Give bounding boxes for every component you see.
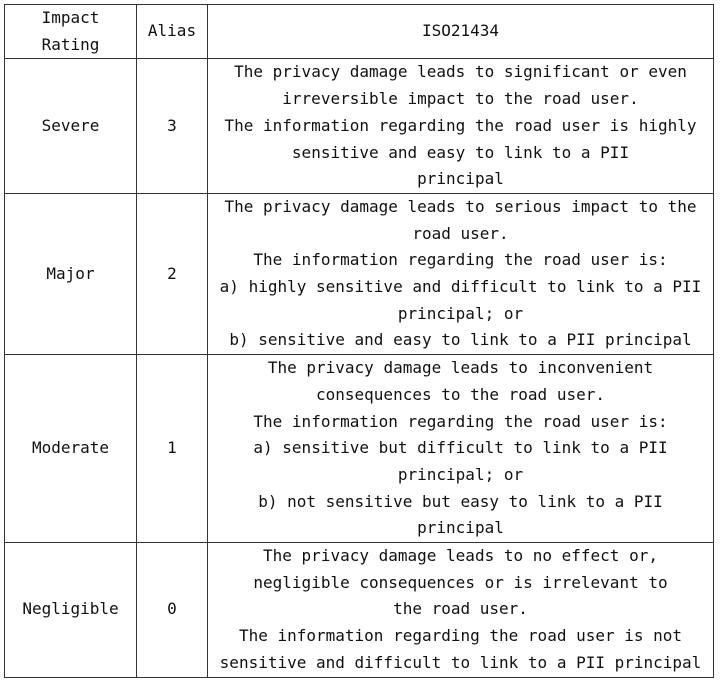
description-line: principal [417, 518, 504, 538]
header-iso21434 [208, 5, 714, 59]
description-line: principal; or [397, 464, 524, 484]
header-impact-rating [5, 5, 137, 59]
description-line: sensitive and difficult to link to a PII principal [219, 652, 702, 672]
description-line: negligible consequences or is irrelevant to [253, 572, 668, 592]
description-line: The privacy damage leads to significant or even [234, 62, 687, 82]
impact-rating-cell: Major [5, 193, 137, 354]
impact-rating-cell: Negligible [5, 543, 137, 678]
alias-cell: 3 [137, 59, 208, 194]
description-line: The information regarding the road user is: [253, 250, 668, 270]
description-line: sensitive and easy to link to a PII [291, 142, 630, 162]
description-line: principal; or [397, 303, 524, 323]
description-line: irreversible impact to the road user. [282, 89, 639, 109]
alias-cell: 2 [137, 193, 208, 354]
alias-cell: 1 [137, 355, 208, 543]
description-line: The information regarding the road user is not [238, 626, 683, 646]
alias-cell: 0 [137, 543, 208, 678]
description-cell [208, 59, 714, 194]
description-line: principal [417, 169, 504, 189]
description-line: The information regarding the road user is: [253, 411, 668, 431]
description-line: road user. [412, 223, 509, 243]
description-line: The privacy damage leads to serious impact to the [224, 196, 697, 216]
table-row [5, 59, 714, 194]
description-line: The information regarding the road user is highly [224, 115, 697, 135]
description-line: a) sensitive but difficult to link to a PII [253, 438, 668, 458]
impact-rating-cell: Severe [5, 59, 137, 194]
description-line: The privacy damage leads to no effect or, [263, 546, 658, 566]
header-text: Rating [41, 34, 100, 54]
description-cell [208, 355, 714, 543]
header-text: ISO21434 [421, 21, 500, 41]
header-alias [137, 5, 208, 59]
description-line: The privacy damage leads to inconvenient [267, 358, 654, 378]
description-line: b) sensitive and easy to link to a PII principal [229, 330, 692, 350]
description-cell [208, 193, 714, 354]
header-row [5, 5, 714, 59]
table-row [5, 543, 714, 678]
description-line: a) highly sensitive and difficult to link to a PII [219, 277, 702, 297]
description-cell [208, 543, 714, 678]
description-line: the road user. [393, 599, 528, 619]
table-row [5, 193, 714, 354]
header-text: Impact [41, 8, 100, 27]
impact-rating-table [4, 4, 714, 678]
header-text: Alias [147, 21, 197, 41]
table-row [5, 355, 714, 543]
description-line: consequences to the road user. [316, 384, 605, 404]
description-line: b) not sensitive but easy to link to a PII [258, 491, 663, 511]
impact-rating-cell: Moderate [5, 355, 137, 543]
